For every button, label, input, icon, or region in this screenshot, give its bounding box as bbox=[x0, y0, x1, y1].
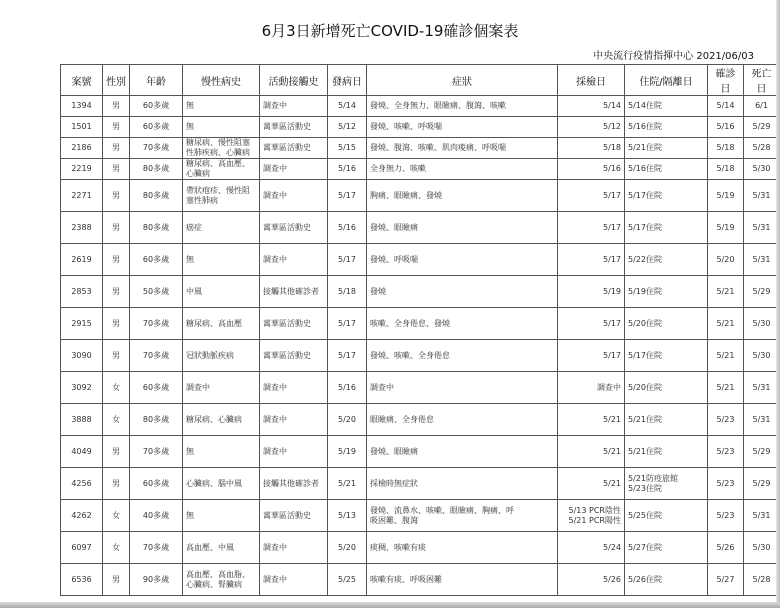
contact-history-cell: 調查中 bbox=[260, 180, 328, 212]
table-row bbox=[61, 212, 780, 244]
confirm-date-cell: 5/23 bbox=[708, 436, 744, 468]
case-number-cell: 2853 bbox=[61, 276, 103, 308]
sex-cell: 男 bbox=[103, 96, 130, 117]
table-body bbox=[61, 96, 780, 596]
onset-date-cell: 5/13 bbox=[328, 500, 367, 532]
table-row bbox=[61, 308, 780, 340]
chronic-history-cell: 高血壓、高血脂、 心臟病、腎臟病 bbox=[183, 564, 260, 596]
contact-history-cell: 萬華區活動史 bbox=[260, 138, 328, 159]
table-row bbox=[61, 500, 780, 532]
death-date-cell: 5/30 bbox=[744, 532, 780, 564]
death-date-cell: 5/28 bbox=[744, 138, 780, 159]
table-row bbox=[61, 468, 780, 500]
case-number-cell: 2388 bbox=[61, 212, 103, 244]
admission-date-cell: 5/27住院 bbox=[625, 532, 708, 564]
confirm-date-cell: 5/21 bbox=[708, 340, 744, 372]
table-row bbox=[61, 372, 780, 404]
admission-date-cell: 5/20住院 bbox=[625, 308, 708, 340]
chronic-history-cell: 糖尿病、心臟病 bbox=[183, 404, 260, 436]
onset-date-cell: 5/17 bbox=[328, 308, 367, 340]
col-header-death-date: 死亡日 bbox=[744, 65, 780, 96]
onset-date-cell: 5/16 bbox=[328, 212, 367, 244]
death-date-cell: 5/29 bbox=[744, 276, 780, 308]
symptoms-cell: 採檢時無症狀 bbox=[367, 468, 558, 500]
confirm-date-cell: 5/20 bbox=[708, 244, 744, 276]
col-header-contact: 活動接觸史 bbox=[260, 65, 328, 96]
death-date-cell: 5/31 bbox=[744, 180, 780, 212]
onset-date-cell: 5/20 bbox=[328, 532, 367, 564]
contact-history-cell: 接觸其他確診者 bbox=[260, 468, 328, 500]
case-number-cell: 3090 bbox=[61, 340, 103, 372]
chronic-history-cell: 癌症 bbox=[183, 212, 260, 244]
confirm-date-cell: 5/23 bbox=[708, 468, 744, 500]
age-cell: 40多歲 bbox=[130, 500, 183, 532]
admission-date-cell: 5/21防疫旅館 5/23住院 bbox=[625, 468, 708, 500]
admission-date-cell: 5/21住院 bbox=[625, 436, 708, 468]
case-number-cell: 2619 bbox=[61, 244, 103, 276]
age-cell: 80多歲 bbox=[130, 404, 183, 436]
table-row bbox=[61, 96, 780, 117]
contact-history-cell: 接觸其他確診者 bbox=[260, 276, 328, 308]
col-header-chronic: 慢性病史 bbox=[183, 65, 260, 96]
symptoms-cell: 發燒、咳嗽、呼吸喘 bbox=[367, 117, 558, 138]
onset-date-cell: 5/25 bbox=[328, 564, 367, 596]
death-date-cell: 5/30 bbox=[744, 308, 780, 340]
test-date-cell: 調查中 bbox=[558, 372, 625, 404]
confirm-date-cell: 5/14 bbox=[708, 96, 744, 117]
chronic-history-cell: 無 bbox=[183, 96, 260, 117]
admission-date-cell: 5/16住院 bbox=[625, 159, 708, 180]
col-header-test-date: 採檢日 bbox=[558, 65, 625, 96]
test-date-cell: 5/17 bbox=[558, 244, 625, 276]
onset-date-cell: 5/16 bbox=[328, 372, 367, 404]
document-title: 6月3日新增死亡COVID-19確診個案表 bbox=[261, 22, 519, 40]
sex-cell: 男 bbox=[103, 436, 130, 468]
sex-cell: 男 bbox=[103, 212, 130, 244]
page-bottom-shadow bbox=[0, 602, 780, 608]
sex-cell: 男 bbox=[103, 308, 130, 340]
test-date-cell: 5/18 bbox=[558, 138, 625, 159]
case-number-cell: 6536 bbox=[61, 564, 103, 596]
case-number-cell: 4262 bbox=[61, 500, 103, 532]
case-number-cell: 6097 bbox=[61, 532, 103, 564]
test-date-cell: 5/17 bbox=[558, 212, 625, 244]
test-date-cell: 5/26 bbox=[558, 564, 625, 596]
contact-history-cell: 調查中 bbox=[260, 372, 328, 404]
symptoms-cell: 全身無力、咳嗽 bbox=[367, 159, 558, 180]
confirm-date-cell: 5/23 bbox=[708, 404, 744, 436]
case-number-cell: 4049 bbox=[61, 436, 103, 468]
symptoms-cell: 調查中 bbox=[367, 372, 558, 404]
symptoms-cell: 發燒、腹瀉、咳嗽、肌肉痠痛、呼吸喘 bbox=[367, 138, 558, 159]
onset-date-cell: 5/21 bbox=[328, 468, 367, 500]
confirm-date-cell: 5/19 bbox=[708, 180, 744, 212]
admission-date-cell: 5/26住院 bbox=[625, 564, 708, 596]
chronic-history-cell: 無 bbox=[183, 436, 260, 468]
age-cell: 70多歲 bbox=[130, 340, 183, 372]
death-date-cell: 5/31 bbox=[744, 372, 780, 404]
chronic-history-cell: 帶狀疱疹、慢性阻 塞性肺病 bbox=[183, 180, 260, 212]
onset-date-cell: 5/14 bbox=[328, 96, 367, 117]
admission-date-cell: 5/20住院 bbox=[625, 372, 708, 404]
contact-history-cell: 萬華區活動史 bbox=[260, 212, 328, 244]
confirm-date-cell: 5/23 bbox=[708, 500, 744, 532]
admission-date-cell: 5/19住院 bbox=[625, 276, 708, 308]
test-date-cell: 5/16 bbox=[558, 159, 625, 180]
table-row bbox=[61, 180, 780, 212]
confirm-date-cell: 5/21 bbox=[708, 308, 744, 340]
chronic-history-cell: 糖尿病、高血壓 bbox=[183, 308, 260, 340]
confirm-date-cell: 5/19 bbox=[708, 212, 744, 244]
col-header-sex: 性別 bbox=[103, 65, 130, 96]
case-table bbox=[60, 64, 780, 596]
contact-history-cell: 萬華區活動史 bbox=[260, 117, 328, 138]
confirm-date-cell: 5/21 bbox=[708, 276, 744, 308]
sex-cell: 男 bbox=[103, 159, 130, 180]
chronic-history-cell: 糖尿病、慢性阻塞 性肺疾病、心臟病 bbox=[183, 138, 260, 159]
onset-date-cell: 5/17 bbox=[328, 244, 367, 276]
table-row bbox=[61, 244, 780, 276]
chronic-history-cell: 心臟病、腦中風 bbox=[183, 468, 260, 500]
sex-cell: 男 bbox=[103, 468, 130, 500]
sex-cell: 男 bbox=[103, 564, 130, 596]
case-number-cell: 1501 bbox=[61, 117, 103, 138]
chronic-history-cell: 無 bbox=[183, 117, 260, 138]
admission-date-cell: 5/25住院 bbox=[625, 500, 708, 532]
death-date-cell: 5/29 bbox=[744, 117, 780, 138]
death-date-cell: 5/31 bbox=[744, 212, 780, 244]
col-header-age: 年齡 bbox=[130, 65, 183, 96]
chronic-history-cell: 糖尿病、高血壓、 心臟病 bbox=[183, 159, 260, 180]
onset-date-cell: 5/15 bbox=[328, 138, 367, 159]
symptoms-cell: 發燒、流鼻水、咳嗽、眼瞼痛、胸痛、呼 吸困難、腹瀉 bbox=[367, 500, 558, 532]
case-number-cell: 1394 bbox=[61, 96, 103, 117]
case-number-cell: 2219 bbox=[61, 159, 103, 180]
onset-date-cell: 5/20 bbox=[328, 404, 367, 436]
admission-date-cell: 5/21住院 bbox=[625, 138, 708, 159]
source-and-date: 中央流行疫情指揮中心 2021/06/03 bbox=[593, 51, 754, 62]
death-date-cell: 5/29 bbox=[744, 436, 780, 468]
admission-date-cell: 5/14住院 bbox=[625, 96, 708, 117]
table-row bbox=[61, 117, 780, 138]
confirm-date-cell: 5/26 bbox=[708, 532, 744, 564]
death-date-cell: 5/30 bbox=[744, 159, 780, 180]
test-date-cell: 5/14 bbox=[558, 96, 625, 117]
case-number-cell: 2186 bbox=[61, 138, 103, 159]
test-date-cell: 5/21 bbox=[558, 436, 625, 468]
contact-history-cell: 調查中 bbox=[260, 244, 328, 276]
test-date-cell: 5/17 bbox=[558, 340, 625, 372]
age-cell: 60多歲 bbox=[130, 96, 183, 117]
sex-cell: 男 bbox=[103, 138, 130, 159]
chronic-history-cell: 中風 bbox=[183, 276, 260, 308]
case-number-cell: 2915 bbox=[61, 308, 103, 340]
onset-date-cell: 5/17 bbox=[328, 180, 367, 212]
symptoms-cell: 發燒、咳嗽、全身倦怠 bbox=[367, 340, 558, 372]
sex-cell: 男 bbox=[103, 276, 130, 308]
chronic-history-cell: 無 bbox=[183, 500, 260, 532]
contact-history-cell: 萬華區活動史 bbox=[260, 308, 328, 340]
confirm-date-cell: 5/27 bbox=[708, 564, 744, 596]
table-row bbox=[61, 436, 780, 468]
chronic-history-cell: 冠狀動脈疾病 bbox=[183, 340, 260, 372]
death-date-cell: 5/28 bbox=[744, 564, 780, 596]
admission-date-cell: 5/17住院 bbox=[625, 340, 708, 372]
test-date-cell: 5/13 PCR陰性 5/21 PCR陽性 bbox=[558, 500, 625, 532]
col-header-symptoms: 症狀 bbox=[367, 65, 558, 96]
col-header-confirm-date: 確診日 bbox=[708, 65, 744, 96]
test-date-cell: 5/12 bbox=[558, 117, 625, 138]
table-row bbox=[61, 276, 780, 308]
sex-cell: 男 bbox=[103, 180, 130, 212]
table-row bbox=[61, 159, 780, 180]
age-cell: 70多歲 bbox=[130, 436, 183, 468]
contact-history-cell: 萬華區活動史 bbox=[260, 340, 328, 372]
col-header-admit-date: 住院/隔離日 bbox=[625, 65, 708, 96]
onset-date-cell: 5/19 bbox=[328, 436, 367, 468]
admission-date-cell: 5/16住院 bbox=[625, 117, 708, 138]
test-date-cell: 5/17 bbox=[558, 180, 625, 212]
admission-date-cell: 5/21住院 bbox=[625, 404, 708, 436]
col-header-onset: 發病日 bbox=[328, 65, 367, 96]
confirm-date-cell: 5/18 bbox=[708, 138, 744, 159]
contact-history-cell: 調查中 bbox=[260, 159, 328, 180]
death-date-cell: 5/31 bbox=[744, 404, 780, 436]
chronic-history-cell: 無 bbox=[183, 244, 260, 276]
sex-cell: 男 bbox=[103, 117, 130, 138]
case-number-cell: 3092 bbox=[61, 372, 103, 404]
age-cell: 80多歲 bbox=[130, 180, 183, 212]
symptoms-cell: 眼瞼痛、全身倦怠 bbox=[367, 404, 558, 436]
death-date-cell: 5/30 bbox=[744, 340, 780, 372]
sex-cell: 女 bbox=[103, 532, 130, 564]
onset-date-cell: 5/18 bbox=[328, 276, 367, 308]
contact-history-cell: 調查中 bbox=[260, 436, 328, 468]
age-cell: 70多歲 bbox=[130, 138, 183, 159]
symptoms-cell: 胸痛、眼瞼痛、發燒 bbox=[367, 180, 558, 212]
death-date-cell: 6/1 bbox=[744, 96, 780, 117]
test-date-cell: 5/21 bbox=[558, 404, 625, 436]
contact-history-cell: 調查中 bbox=[260, 532, 328, 564]
test-date-cell: 5/17 bbox=[558, 308, 625, 340]
contact-history-cell: 萬華區活動史 bbox=[260, 500, 328, 532]
confirm-date-cell: 5/21 bbox=[708, 372, 744, 404]
age-cell: 80多歲 bbox=[130, 212, 183, 244]
age-cell: 70多歲 bbox=[130, 308, 183, 340]
test-date-cell: 5/19 bbox=[558, 276, 625, 308]
chronic-history-cell: 高血壓、中風 bbox=[183, 532, 260, 564]
chronic-history-cell: 調查中 bbox=[183, 372, 260, 404]
case-number-cell: 3888 bbox=[61, 404, 103, 436]
symptoms-cell: 咳嗽、全身倦怠、發燒 bbox=[367, 308, 558, 340]
age-cell: 70多歲 bbox=[130, 532, 183, 564]
table-header-row bbox=[61, 65, 780, 96]
sex-cell: 女 bbox=[103, 372, 130, 404]
sex-cell: 女 bbox=[103, 404, 130, 436]
symptoms-cell: 發燒、眼瞼痛 bbox=[367, 212, 558, 244]
symptoms-cell: 發燒、呼吸喘 bbox=[367, 244, 558, 276]
page-edge-shadow bbox=[776, 0, 780, 608]
confirm-date-cell: 5/16 bbox=[708, 117, 744, 138]
contact-history-cell: 調查中 bbox=[260, 564, 328, 596]
case-number-cell: 2271 bbox=[61, 180, 103, 212]
age-cell: 60多歲 bbox=[130, 468, 183, 500]
case-number-cell: 4256 bbox=[61, 468, 103, 500]
col-header-case-no: 案號 bbox=[61, 65, 103, 96]
contact-history-cell: 調查中 bbox=[260, 404, 328, 436]
table-row bbox=[61, 532, 780, 564]
death-date-cell: 5/31 bbox=[744, 244, 780, 276]
table-row bbox=[61, 138, 780, 159]
symptoms-cell: 痰稠、咳嗽有痰 bbox=[367, 532, 558, 564]
table-row bbox=[61, 564, 780, 596]
age-cell: 60多歲 bbox=[130, 244, 183, 276]
age-cell: 90多歲 bbox=[130, 564, 183, 596]
age-cell: 50多歲 bbox=[130, 276, 183, 308]
onset-date-cell: 5/12 bbox=[328, 117, 367, 138]
symptoms-cell: 發燒、全身無力、眼瞼痛、腹瀉、咳嗽 bbox=[367, 96, 558, 117]
death-date-cell: 5/29 bbox=[744, 468, 780, 500]
death-date-cell: 5/31 bbox=[744, 500, 780, 532]
age-cell: 60多歲 bbox=[130, 117, 183, 138]
sex-cell: 女 bbox=[103, 500, 130, 532]
admission-date-cell: 5/17住院 bbox=[625, 180, 708, 212]
admission-date-cell: 5/17住院 bbox=[625, 212, 708, 244]
table-row bbox=[61, 340, 780, 372]
test-date-cell: 5/21 bbox=[558, 468, 625, 500]
symptoms-cell: 發燒、眼瞼痛 bbox=[367, 436, 558, 468]
sex-cell: 男 bbox=[103, 340, 130, 372]
onset-date-cell: 5/16 bbox=[328, 159, 367, 180]
table-row bbox=[61, 404, 780, 436]
sex-cell: 男 bbox=[103, 244, 130, 276]
confirm-date-cell: 5/18 bbox=[708, 159, 744, 180]
contact-history-cell: 調查中 bbox=[260, 96, 328, 117]
test-date-cell: 5/24 bbox=[558, 532, 625, 564]
symptoms-cell: 發燒 bbox=[367, 276, 558, 308]
age-cell: 80多歲 bbox=[130, 159, 183, 180]
onset-date-cell: 5/17 bbox=[328, 340, 367, 372]
age-cell: 60多歲 bbox=[130, 372, 183, 404]
symptoms-cell: 咳嗽有痰、呼吸困難 bbox=[367, 564, 558, 596]
admission-date-cell: 5/22住院 bbox=[625, 244, 708, 276]
